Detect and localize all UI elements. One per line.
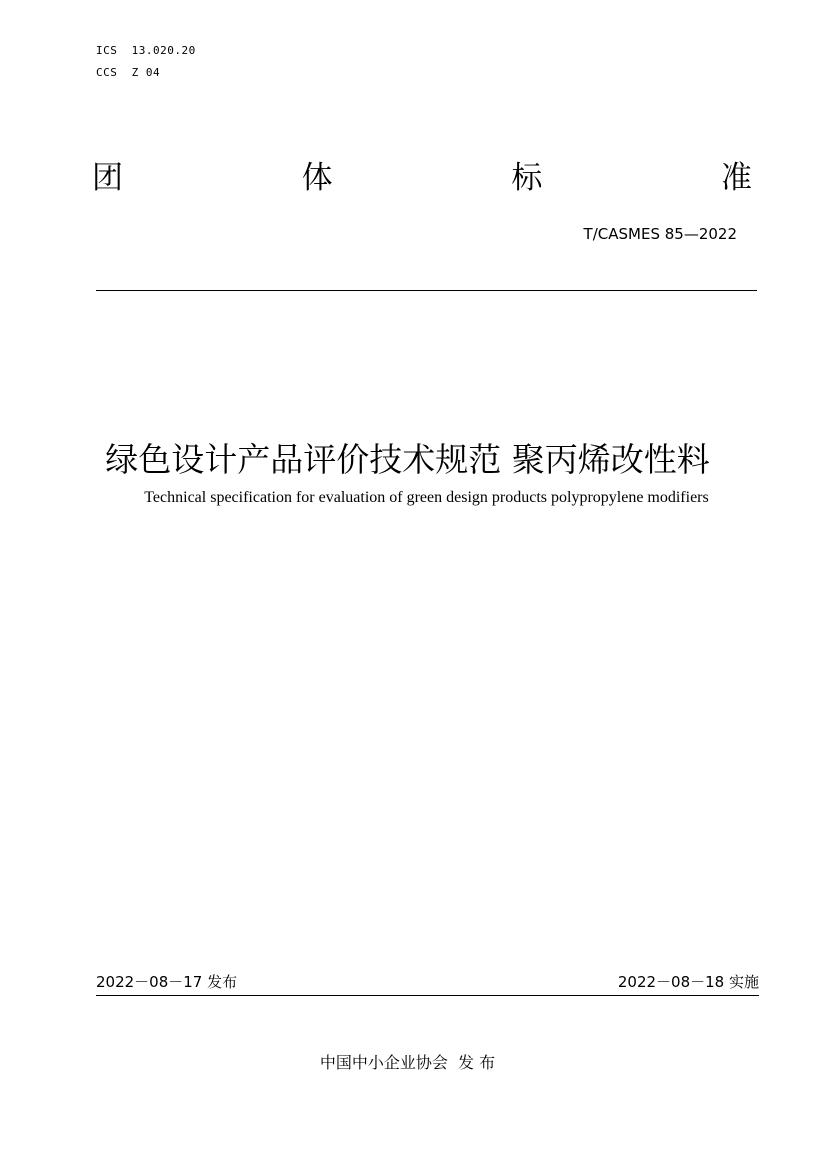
ics-code: ICS 13.020.20 [96, 44, 196, 57]
title-chinese: 绿色设计产品评价技术规范 聚丙烯改性料 [105, 440, 710, 479]
implement-date: 2022－08－18 实施 [617, 973, 759, 991]
standard-type-char: 准 [720, 160, 752, 196]
footer-divider [96, 995, 759, 996]
classification-codes [96, 40, 196, 84]
standard-type-char: 团 [92, 160, 123, 196]
standard-type [92, 158, 752, 198]
ccs-code: CCS Z 04 [96, 66, 161, 79]
standard-number: T/CASMES 85—2022 [583, 225, 737, 243]
publish-date: 2022－08－17 发布 [96, 973, 238, 991]
header-divider [96, 290, 757, 291]
standard-type-char: 标 [511, 160, 543, 196]
publisher: 中国中小企业协会 发 布 [319, 1053, 496, 1072]
title-english: Technical specification for evaluation of green design products polypropylene modifiers [144, 489, 709, 506]
dates-row [96, 971, 759, 993]
standard-type-char: 体 [301, 160, 333, 196]
